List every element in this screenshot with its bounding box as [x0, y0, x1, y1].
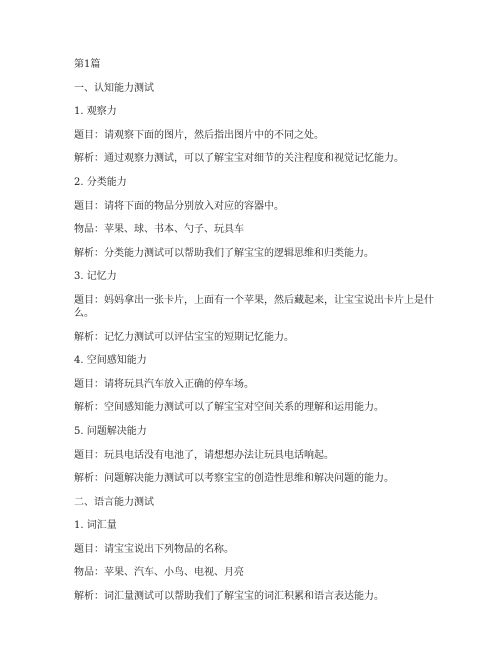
item-heading: 1. 观察力	[74, 106, 117, 118]
section-heading-cognitive: 一、认知能力测试	[74, 82, 154, 94]
item-things: 物品：苹果、球、书本、勺子、玩具车	[74, 224, 244, 236]
section-heading-language: 二、语言能力测试	[74, 496, 154, 508]
item-analysis: 解析：空间感知能力测试可以了解宝宝对空间关系的理解和运用能力。	[74, 402, 384, 414]
item-question: 题目：妈妈拿出一张卡片，上面有一个苹果，然后藏起来，让宝宝说出卡片上是什么。	[74, 294, 434, 319]
item-analysis: 解析：分类能力测试可以帮助我们了解宝宝的逻辑思维和归类能力。	[74, 247, 374, 259]
item-analysis: 解析：问题解决能力测试可以考察宝宝的创造性思维和解决问题的能力。	[74, 473, 394, 485]
item-things: 物品：苹果、汽车、小鸟、电视、月亮	[74, 567, 244, 579]
item-analysis: 解析：通过观察力测试，可以了解宝宝对细节的关注程度和视觉记忆能力。	[74, 153, 404, 165]
item-question: 题目：请宝宝说出下列物品的名称。	[74, 543, 234, 555]
item-heading: 4. 空间感知能力	[74, 355, 147, 367]
part-title: 第1篇	[74, 59, 101, 70]
item-question: 题目：请观察下面的图片，然后指出图片中的不同之处。	[74, 129, 324, 141]
document-page	[74, 58, 434, 603]
item-question: 题目：请将下面的物品分别放入对应的容器中。	[74, 200, 284, 212]
item-heading: 1. 词汇量	[74, 520, 117, 532]
item-heading: 2. 分类能力	[74, 176, 127, 188]
item-question: 题目：玩具电话没有电池了，请想想办法让玩具电话响起。	[74, 449, 334, 461]
item-analysis: 解析：词汇量测试可以帮助我们了解宝宝的词汇积累和语言表达能力。	[74, 591, 384, 603]
item-heading: 5. 问题解决能力	[74, 425, 147, 437]
item-question: 题目：请将玩具汽车放入正确的停车场。	[74, 378, 254, 390]
item-heading: 3. 记忆力	[74, 271, 117, 283]
item-analysis: 解析：记忆力测试可以评估宝宝的短期记忆能力。	[74, 331, 294, 343]
